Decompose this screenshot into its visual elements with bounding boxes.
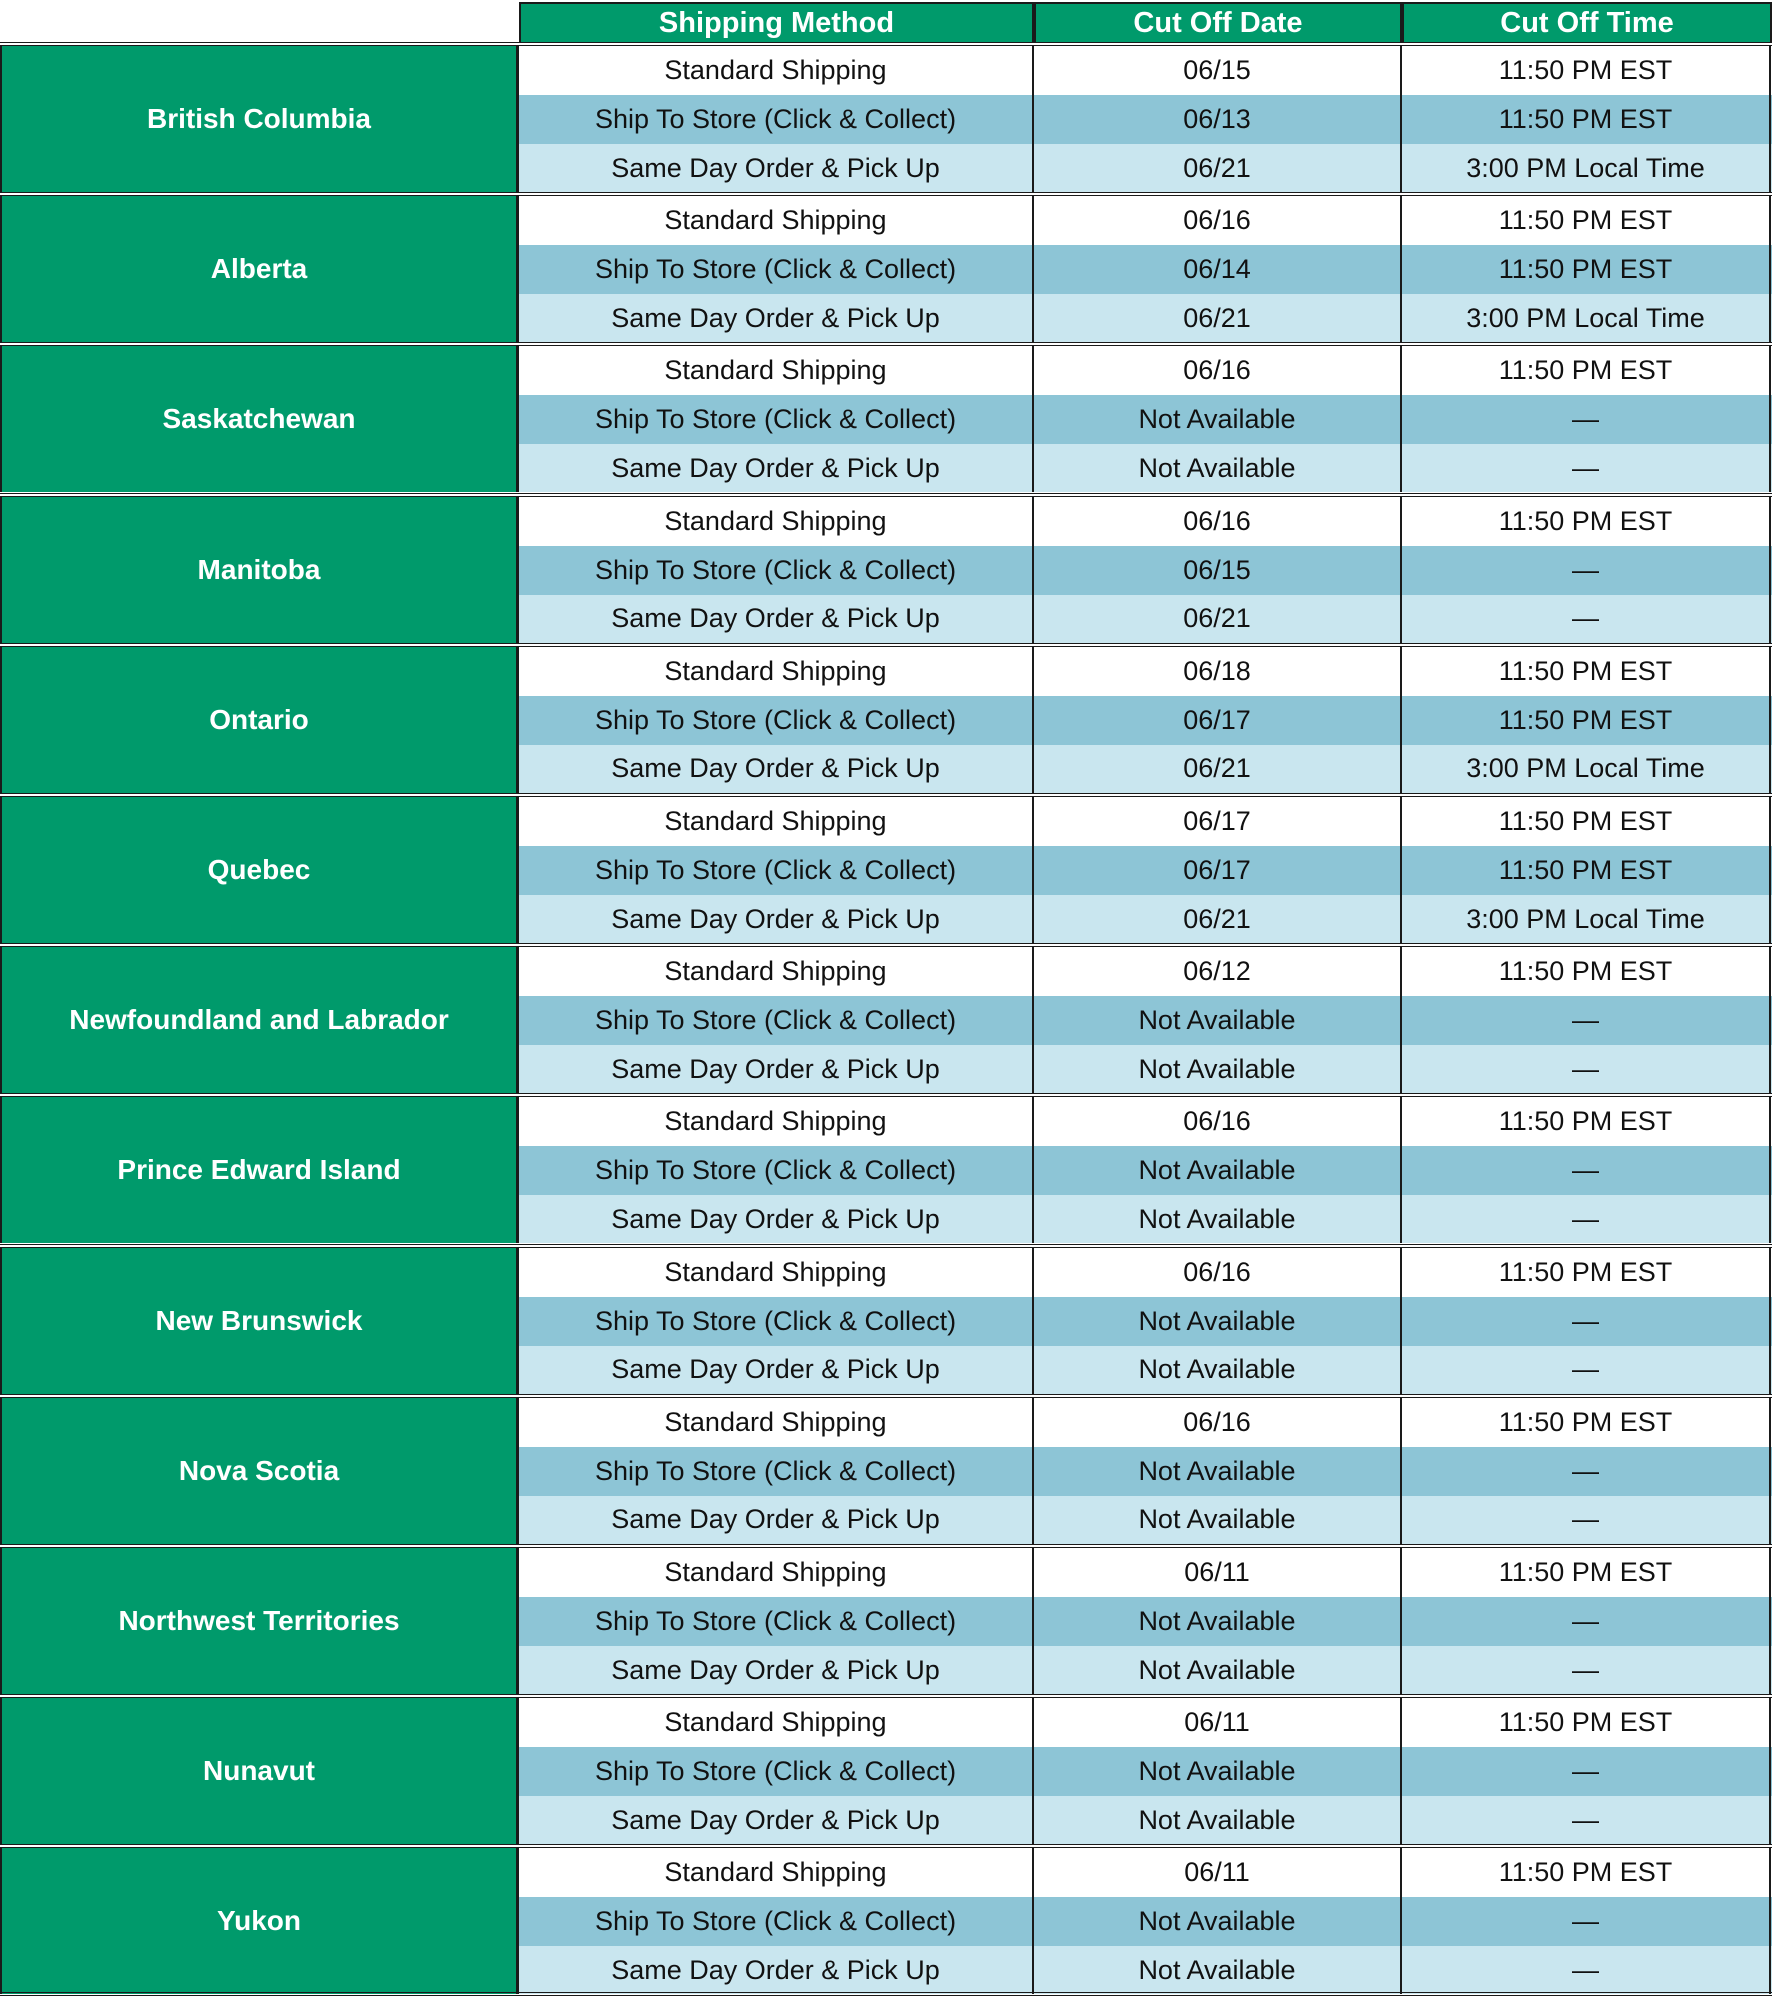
cut-off-date-cell: Not Available <box>1034 1747 1402 1796</box>
cut-off-date-cell: 06/16 <box>1034 1398 1402 1447</box>
cut-off-date-cell: 06/21 <box>1034 294 1402 342</box>
cut-off-date-cell: Not Available <box>1034 1297 1402 1346</box>
cut-off-time-cell: — <box>1402 1796 1771 1844</box>
province-name: Northwest Territories <box>0 1548 519 1694</box>
table-row <box>519 1548 1772 1597</box>
cut-off-date-cell: 06/11 <box>1034 1698 1402 1747</box>
shipping-method-cell: Same Day Order & Pick Up <box>519 1045 1034 1093</box>
table-row <box>519 1848 1772 1897</box>
table-row <box>519 1045 1772 1093</box>
province-group <box>0 342 1772 492</box>
province-group <box>0 943 1772 1093</box>
province-name: Ontario <box>0 647 519 793</box>
cut-off-date-cell: Not Available <box>1034 444 1402 492</box>
province-name: Newfoundland and Labrador <box>0 947 519 1093</box>
shipping-method-cell: Standard Shipping <box>519 647 1034 696</box>
table-row <box>519 1248 1772 1297</box>
cut-off-time-cell: — <box>1402 1346 1771 1394</box>
province-group <box>0 192 1772 342</box>
shipping-method-cell: Ship To Store (Click & Collect) <box>519 1597 1034 1646</box>
table-row <box>519 144 1772 192</box>
cut-off-time-cell: 11:50 PM EST <box>1402 1698 1771 1747</box>
table-row <box>519 395 1772 444</box>
cut-off-date-cell: 06/11 <box>1034 1848 1402 1897</box>
cut-off-date-cell: 06/12 <box>1034 947 1402 996</box>
cut-off-date-cell: Not Available <box>1034 1946 1402 1994</box>
shipping-method-cell: Standard Shipping <box>519 797 1034 846</box>
cut-off-date-cell: Not Available <box>1034 996 1402 1045</box>
shipping-method-cell: Standard Shipping <box>519 1248 1034 1297</box>
province-group <box>0 493 1772 643</box>
shipping-method-cell: Ship To Store (Click & Collect) <box>519 1897 1034 1946</box>
shipping-method-cell: Same Day Order & Pick Up <box>519 1346 1034 1394</box>
cut-off-time-cell: 11:50 PM EST <box>1402 947 1771 996</box>
table-row <box>519 647 1772 696</box>
cut-off-date-cell: Not Available <box>1034 1146 1402 1195</box>
cut-off-date-cell: 06/21 <box>1034 144 1402 192</box>
shipping-method-cell: Standard Shipping <box>519 346 1034 395</box>
shipping-method-cell: Same Day Order & Pick Up <box>519 895 1034 943</box>
cut-off-time-cell: — <box>1402 996 1771 1045</box>
table-row <box>519 1346 1772 1394</box>
shipping-method-cell: Same Day Order & Pick Up <box>519 1796 1034 1844</box>
cut-off-date-cell: 06/18 <box>1034 647 1402 696</box>
province-name: Yukon <box>0 1848 519 1994</box>
cut-off-date-cell: Not Available <box>1034 1045 1402 1093</box>
cut-off-date-cell: 06/16 <box>1034 497 1402 546</box>
table-row <box>519 996 1772 1045</box>
province-group <box>0 1544 1772 1694</box>
province-group <box>0 643 1772 793</box>
cut-off-date-cell: 06/14 <box>1034 245 1402 294</box>
cut-off-date-cell: 06/21 <box>1034 895 1402 943</box>
shipping-method-cell: Standard Shipping <box>519 1548 1034 1597</box>
cut-off-time-cell: — <box>1402 546 1771 595</box>
cut-off-time-cell: 11:50 PM EST <box>1402 1848 1771 1897</box>
table-row <box>519 595 1772 643</box>
table-row <box>519 947 1772 996</box>
province-name: Manitoba <box>0 497 519 643</box>
shipping-method-cell: Same Day Order & Pick Up <box>519 1646 1034 1694</box>
shipping-method-cell: Same Day Order & Pick Up <box>519 1195 1034 1243</box>
cut-off-time-cell: — <box>1402 1646 1771 1694</box>
table-row <box>519 245 1772 294</box>
shipping-method-cell: Ship To Store (Click & Collect) <box>519 1146 1034 1195</box>
shipping-method-cell: Standard Shipping <box>519 46 1034 95</box>
table-row <box>519 546 1772 595</box>
table-row <box>519 1646 1772 1694</box>
table-row <box>519 444 1772 492</box>
province-name: Nova Scotia <box>0 1398 519 1544</box>
cut-off-time-cell: 11:50 PM EST <box>1402 1398 1771 1447</box>
cut-off-date-cell: Not Available <box>1034 1346 1402 1394</box>
cut-off-date-cell: 06/17 <box>1034 846 1402 895</box>
cut-off-time-cell: 3:00 PM Local Time <box>1402 294 1771 342</box>
cut-off-time-cell: — <box>1402 1447 1771 1496</box>
cut-off-time-cell: — <box>1402 1297 1771 1346</box>
cut-off-time-cell: 11:50 PM EST <box>1402 95 1771 144</box>
table-row <box>519 797 1772 846</box>
shipping-method-cell: Ship To Store (Click & Collect) <box>519 996 1034 1045</box>
table-row <box>519 1146 1772 1195</box>
cut-off-time-cell: — <box>1402 1897 1771 1946</box>
province-group <box>0 1244 1772 1394</box>
shipping-method-cell: Ship To Store (Click & Collect) <box>519 846 1034 895</box>
cut-off-date-cell: 06/17 <box>1034 696 1402 745</box>
table-row <box>519 1597 1772 1646</box>
cut-off-date-cell: 06/16 <box>1034 196 1402 245</box>
cut-off-time-cell: 11:50 PM EST <box>1402 647 1771 696</box>
cut-off-time-cell: 11:50 PM EST <box>1402 696 1771 745</box>
shipping-method-cell: Ship To Store (Click & Collect) <box>519 1447 1034 1496</box>
province-group <box>0 1844 1772 1994</box>
cut-off-date-cell: 06/11 <box>1034 1548 1402 1597</box>
shipping-method-cell: Same Day Order & Pick Up <box>519 294 1034 342</box>
table-row <box>519 1796 1772 1844</box>
cut-off-time-cell: 11:50 PM EST <box>1402 797 1771 846</box>
cut-off-date-cell: 06/16 <box>1034 1097 1402 1146</box>
cut-off-time-cell: — <box>1402 595 1771 643</box>
table-row <box>519 95 1772 144</box>
cut-off-time-cell: — <box>1402 1045 1771 1093</box>
header-cut-off-time: Cut Off Time <box>1402 2 1772 42</box>
cut-off-time-cell: — <box>1402 444 1771 492</box>
cut-off-time-cell: — <box>1402 1146 1771 1195</box>
cut-off-date-cell: 06/16 <box>1034 1248 1402 1297</box>
table-row <box>519 1946 1772 1994</box>
province-name: Quebec <box>0 797 519 943</box>
cut-off-time-cell: 3:00 PM Local Time <box>1402 745 1771 793</box>
cut-off-time-cell: 11:50 PM EST <box>1402 1248 1771 1297</box>
cut-off-time-cell: 11:50 PM EST <box>1402 46 1771 95</box>
shipping-method-cell: Same Day Order & Pick Up <box>519 444 1034 492</box>
shipping-method-cell: Standard Shipping <box>519 1398 1034 1447</box>
table-row <box>519 1097 1772 1146</box>
cut-off-date-cell: 06/21 <box>1034 595 1402 643</box>
cut-off-date-cell: 06/13 <box>1034 95 1402 144</box>
cut-off-time-cell: 3:00 PM Local Time <box>1402 895 1771 943</box>
cut-off-date-cell: Not Available <box>1034 1796 1402 1844</box>
cut-off-time-cell: 11:50 PM EST <box>1402 846 1771 895</box>
shipping-method-cell: Ship To Store (Click & Collect) <box>519 1747 1034 1796</box>
shipping-method-cell: Ship To Store (Click & Collect) <box>519 1297 1034 1346</box>
province-group <box>0 42 1772 192</box>
table-row <box>519 1897 1772 1946</box>
province-name: New Brunswick <box>0 1248 519 1394</box>
table-row <box>519 846 1772 895</box>
shipping-method-cell: Ship To Store (Click & Collect) <box>519 696 1034 745</box>
table-row <box>519 745 1772 793</box>
bottom-border <box>0 1992 1772 1996</box>
cut-off-time-cell: 11:50 PM EST <box>1402 245 1771 294</box>
table-row <box>519 346 1772 395</box>
cut-off-date-cell: Not Available <box>1034 1195 1402 1243</box>
table-row <box>519 1297 1772 1346</box>
shipping-method-cell: Ship To Store (Click & Collect) <box>519 245 1034 294</box>
province-name: Prince Edward Island <box>0 1097 519 1243</box>
table-row <box>519 1698 1772 1747</box>
cut-off-time-cell: 11:50 PM EST <box>1402 1548 1771 1597</box>
province-name: Nunavut <box>0 1698 519 1844</box>
province-name: Alberta <box>0 196 519 342</box>
table-row <box>519 895 1772 943</box>
cut-off-time-cell: 11:50 PM EST <box>1402 346 1771 395</box>
cut-off-time-cell: — <box>1402 1597 1771 1646</box>
shipping-method-cell: Standard Shipping <box>519 1097 1034 1146</box>
cut-off-date-cell: Not Available <box>1034 395 1402 444</box>
table-row <box>519 1398 1772 1447</box>
cut-off-date-cell: Not Available <box>1034 1447 1402 1496</box>
cut-off-date-cell: Not Available <box>1034 1646 1402 1694</box>
shipping-method-cell: Standard Shipping <box>519 1848 1034 1897</box>
table-row <box>519 696 1772 745</box>
table-row <box>519 1747 1772 1796</box>
header-cut-off-date: Cut Off Date <box>1034 2 1402 42</box>
province-group <box>0 793 1772 943</box>
shipping-method-cell: Standard Shipping <box>519 497 1034 546</box>
shipping-method-cell: Ship To Store (Click & Collect) <box>519 95 1034 144</box>
shipping-method-cell: Ship To Store (Click & Collect) <box>519 546 1034 595</box>
cut-off-time-cell: — <box>1402 1195 1771 1243</box>
shipping-method-cell: Same Day Order & Pick Up <box>519 1496 1034 1544</box>
table-row <box>519 46 1772 95</box>
province-name: British Columbia <box>0 46 519 192</box>
shipping-method-cell: Standard Shipping <box>519 196 1034 245</box>
shipping-method-cell: Same Day Order & Pick Up <box>519 1946 1034 1994</box>
cut-off-time-cell: 11:50 PM EST <box>1402 497 1771 546</box>
shipping-method-cell: Ship To Store (Click & Collect) <box>519 395 1034 444</box>
cut-off-date-cell: Not Available <box>1034 1496 1402 1544</box>
table-row <box>519 1195 1772 1243</box>
header-shipping-method: Shipping Method <box>519 2 1034 42</box>
shipping-method-cell: Standard Shipping <box>519 1698 1034 1747</box>
cut-off-date-cell: Not Available <box>1034 1897 1402 1946</box>
shipping-method-cell: Same Day Order & Pick Up <box>519 745 1034 793</box>
shipping-method-cell: Same Day Order & Pick Up <box>519 595 1034 643</box>
table-row <box>519 497 1772 546</box>
cut-off-time-cell: — <box>1402 1496 1771 1544</box>
cut-off-time-cell: 11:50 PM EST <box>1402 196 1771 245</box>
province-name: Saskatchewan <box>0 346 519 492</box>
cut-off-date-cell: 06/21 <box>1034 745 1402 793</box>
cut-off-time-cell: 3:00 PM Local Time <box>1402 144 1771 192</box>
cut-off-time-cell: 11:50 PM EST <box>1402 1097 1771 1146</box>
table-row <box>519 294 1772 342</box>
shipping-method-cell: Same Day Order & Pick Up <box>519 144 1034 192</box>
cut-off-date-cell: 06/16 <box>1034 346 1402 395</box>
table-row <box>519 1496 1772 1544</box>
cut-off-time-cell: — <box>1402 1946 1771 1994</box>
shipping-method-cell: Standard Shipping <box>519 947 1034 996</box>
province-group <box>0 1093 1772 1243</box>
cut-off-date-cell: Not Available <box>1034 1597 1402 1646</box>
cut-off-time-cell: — <box>1402 1747 1771 1796</box>
province-group <box>0 1394 1772 1544</box>
table-row <box>519 1447 1772 1496</box>
cut-off-date-cell: 06/15 <box>1034 546 1402 595</box>
province-group <box>0 1694 1772 1844</box>
cut-off-time-cell: — <box>1402 395 1771 444</box>
table-row <box>519 196 1772 245</box>
cut-off-date-cell: 06/15 <box>1034 46 1402 95</box>
cut-off-date-cell: 06/17 <box>1034 797 1402 846</box>
